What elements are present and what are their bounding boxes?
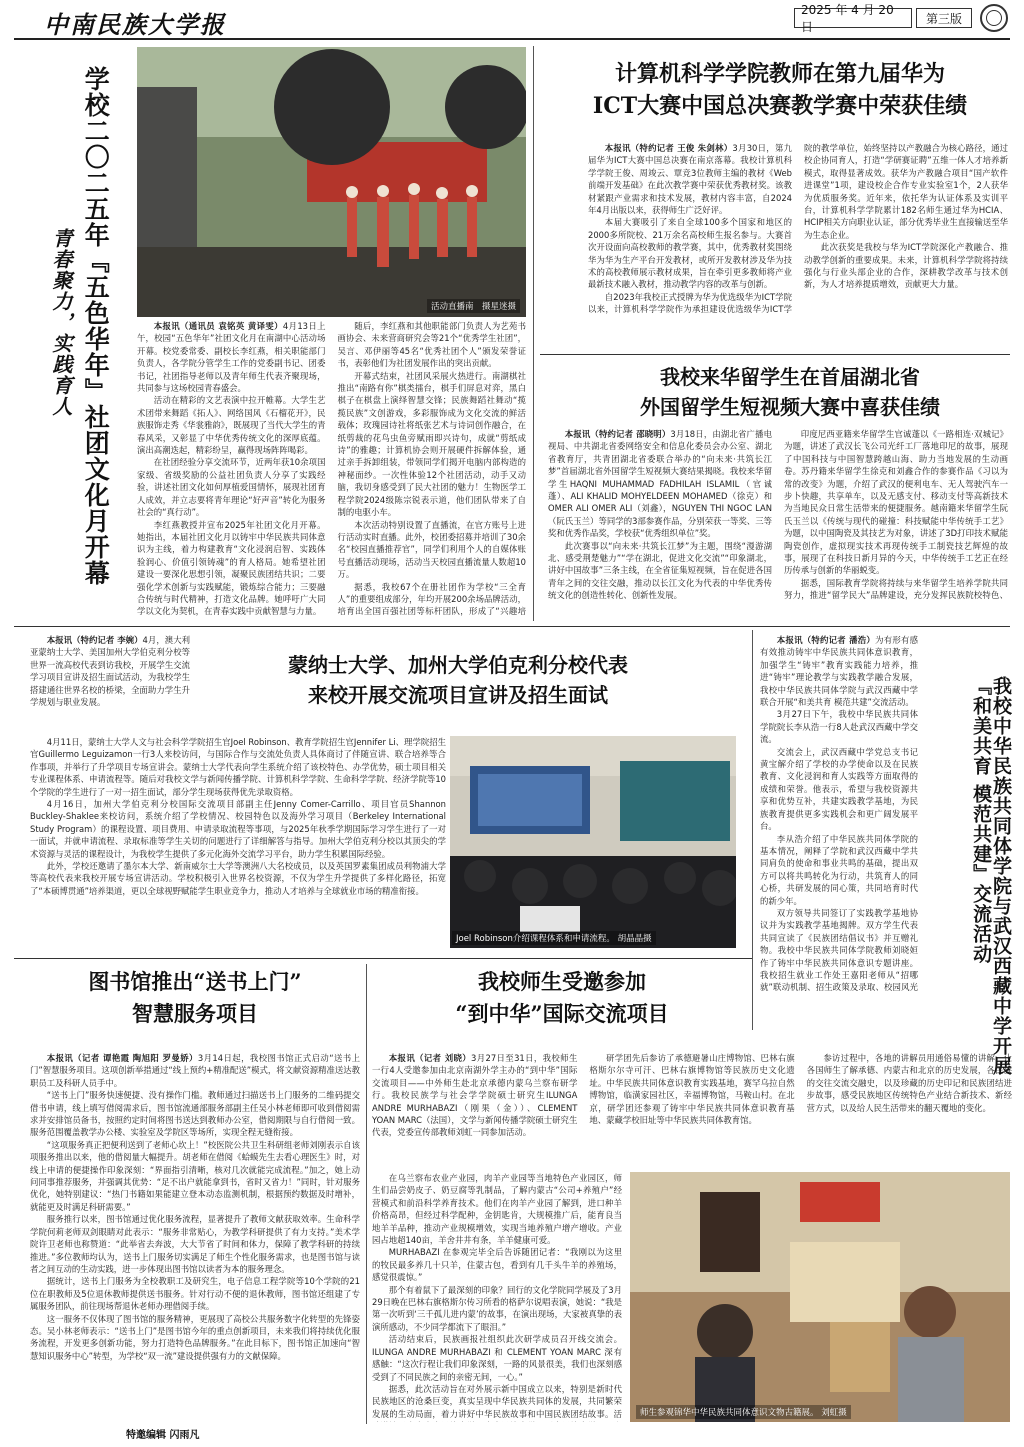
a3-title: 我校来华留学生在首届湖北省 外国留学生短视频大赛中喜获佳绩 <box>640 365 940 419</box>
a3-byline: 本报讯（特约记者 邵晓明） <box>564 429 671 439</box>
a1-photo-caption: 活动直播南 摄星迷摄 <box>427 299 520 313</box>
a7-title: 我校师生受邀参加 “到中华”国际交流项目 <box>455 969 669 1026</box>
column-divider <box>752 630 753 1030</box>
a4-photo-caption: Joel Robinson介绍课程体系和申请流程。 胡晶晶摄 <box>452 931 656 945</box>
a3-body: 本报讯（特约记者 邵晓明）3月18日，由湖北省广播电视局、中共湖北省委网络安全和信息化委员会办公室、湖北省教育厅，共青团湖北省委联合举办的“向未来·共筑长江梦”首届湖北省外国留学生短视频大赛结果揭晓。我校来华留学生HAQNI MUHAMMAD FADHILAH ISLAMIL（官诚蓬）、ALI KHALID MOHYELDEEN MOHAMED（徐克）和OMER ALI OMER ALI（刘鑫），NGUYEN THI NGOC LAN（阮氏玉兰）等同学的3部参赛作品，分别荣获一等奖、三等奖和优秀作品奖，学校获“优秀组织单位”奖。 此次赛事以“向未来·共筑长江梦”为主题，围绕“漫游湖北、感受荆楚魅力”“学在湖北，促进文化交流”“印象湖北，讲好中国故事”三条主线，在全省征集短视频，旨在促进各国青年之间的交往交融，推动以长江文化为代表的中华优秀传统文化的创造性转化、创新性发展。 印度尼西亚籍来华留学生官诚蓬以《一路相连·双城记》为题，讲述了武汉长飞公司光纤工厂落地印尼的故事，展现了中国科技与中国智慧跨越山海、助力当地发展的生动画卷。苏丹籍来华留学生徐克和刘鑫合作的参赛作品《习以为常的改变》为题，介绍了武汉的便利电车、无人驾驶汽车一步卜快趣，共享单车，以及无感支付、移动支付等高新技术为当地民众日常生活带来的便捷服务。越南籍来华留学生阮氏玉兰以《传统与现代的碰撞：科技赋能中华传统手工艺》为题，以中国陶瓷及其技艺为对象，讲述了3D打印技术赋能陶瓷创作，虚拟现实技术再现传统手工制瓷技艺辉煌的故事，展现了在科技日新月异的今天，中华传统手工艺正在经历传承与创新的华丽蜕变。 据悉，国际教育学院将持续与来华留学生培养学院共同努力，推进“留学民大”品牌建设，充分发挥民族院校特色、 <box>548 429 1008 601</box>
section-divider <box>14 958 752 959</box>
a2-byline: 本报讯（特约记者 王俊 朱剑林） <box>604 143 733 153</box>
issue-date: 2025 年 4 月 20 日 <box>794 8 912 28</box>
a7-photo <box>630 1172 1010 1422</box>
university-logo-icon <box>980 4 1008 32</box>
a4-title: 蒙纳士大学、加州大学伯克利分校代表 来校开展交流项目宣讲及招生面试 <box>288 653 628 707</box>
page-editor: 特邀编辑 闪雨凡 <box>126 1430 200 1441</box>
section-divider <box>14 626 1010 627</box>
column-divider <box>366 964 367 1424</box>
section-divider <box>540 354 1010 355</box>
a1-photo <box>137 47 526 317</box>
a2-title: 计算机科学学院教师在第九届华为 ICT大赛中国总决赛教学赛中荣获佳绩 <box>592 61 968 119</box>
page-number: 第三版 <box>916 8 972 28</box>
a6-body: 本报讯（记者 谭艳霞 陶旭阳 罗曼娇）3月14日起，我校图书馆正式启动“送书上门”智慧服务项目。这项创新举措通过“线上预约+精准配送”模式，将文献资源精准送达教职员工及科研人员手中。 “送书上门”服务快速便捷、没有操作门槛。教师通过扫描送书上门服务的二维码提交借书申请，线上填写借阅需求后，图书馆流通部服务部副主任吴小林老师即可收到借阅需求并安排馆员备书，按照约定时间将图书送达到教师办公室，借阅期限与自行借阅一致。服务范围覆盖教学办公楼、实验室及学院区等场所，实现全程无缝衔接。 “这项服务真正把便利送到了老师心坎上！”校医院公共卫生科研组老师刘刚表示自该项服务推出以来，他的借阅量大幅提升。胡老师在借阅《蛤蟆先生去看心理医生》时，对线上申请的便捷操作印象深刻：“界面指引清晰，核对几次就能完成流程。”加之，她上动问同事推荐服务，并强调其优势：“足不出户就能拿到书，省时又省力！”同时，针对服务优化，她特别建议：“热门书籍如果能建立登本动态监测机制，根据预约数据及时增补，就能更及时满足科研需要。” 服务推行以来，图书馆通过优化服务流程，显著提升了教师文献获取效率。生命科学学院何莉老师双剑眼睛对此表示：“服务非常贴心，为教学科研提供了有力支持。”美术学院许卫老师也称赞道：“此举省去奔波，大大节省了时间和体力，保障了教学科研的持续推进。”多位教师均认为，送书上门服务切实满足了师生个性化服务需求，也是图书馆与读者之间互动的生动实践，进一步体现出图书馆以读者为本的服务理念。 据统计，送书上门服务为全校教职工及研究生，电子信息工程学院等10个学院的21位在职教师及5位退休教师提供送书服务。针对行动不便的退休教师，图书馆还组建了专属服务团队，前往现场帮退休老师办理借阅手续。 这一服务不仅体现了图书馆的服务精神，更展现了高校公共服务数字化转型的先锋姿态。吴小林老师表示：“送书上门”是图书馆今年的重点创新项目，未来我们将持续优化服务流程，开发更多创新功能，努力打造特色品牌服务。”在此目标下，图书馆正加速向“智慧知识服务中心”转型，为学校“双一流”建设提供强有力的文献保障。 <box>30 1053 360 1361</box>
a4-byline: 本报讯（特约记者 李婉） <box>46 635 143 645</box>
a7-photo-caption: 师生参观锦华中华民族共同体意识文物古籍展。 刘虹摄 <box>636 1405 851 1419</box>
a4-body-left: 4月11日，蒙纳士大学人文与社会科学学院招生官Joel Robinson、教育学院招生官Jennifer Li、理学院招生官Guillermo Leguizamon一行3人来校访问，与国际合作与交流处负责人具体商讨了伴随宣讲、联合培养等合作事项，并举行了升学项目专场宣讲会。蒙纳士大学代表向学生系统介绍了该校特色、办学优势，硕士项目相关专业课程体系、申请流程等。随后对我校文学与新闻传播学院、计算机科学学院、生命科学学院、经济学院等10个学院的学生进行了一对一招生面试，部分学生现场获得优先录取资格。 4月16日，加州大学伯克利分校国际交流项目部副主任Jenny Comer-Carrillo、项目官员Shannon Buckley-Shaklee来校访问，系统介绍了学校情况、校园特色以及海外学习项目（Berkeley International Study Program）的课程设置、项目费用、申请录取流程等事项，与2025年秋季学期国际学习学生进行了一对一面试，并就申请流程、录取标准等学生关切的问题进行了详细解答与指导。加州大学伯克利分校以其顶尖的学术资源与灵活的课程设计，为我校学生提供了多元化海外交流学习平台，助力学生积累国际经验。 此外，学校还邀请了墨尔本大学、新南威尔士大学等澳洲八大名校成员，以及英国罗素集团成员利物浦大学等高校代表来我校开展专场宣讲活动。学校积极引入世界名校资源，不仅为学生升学提供了多样化路径，拓宽了“本硕博贯通”培养渠道，更以全球视野赋能学生职业竞争力，推动人才培养与全球就业市场的精准衔接。 <box>30 737 446 896</box>
a4-lead: 本报讯（特约记者 李婉）4月，澳大利亚蒙纳士大学、美国加州大学伯克利分校等世界一流高校代表到访我校，开展学生交流学习项目宣讲及招生面试活动，为我校学生搭建通往世界名校的桥梁，全面助力学生升学规划与职业发展。 <box>30 635 190 708</box>
a5-title: 我校中华民族共同体学院与武汉西藏中学开展『和美共育 模范共建』交流活动 <box>970 676 1012 1076</box>
a6-title: 图书馆推出“送书上门” 智慧服务项目 <box>88 969 302 1026</box>
a7-byline: 本报讯（记者 刘晓） <box>388 1053 471 1063</box>
a2-body: 本报讯（特约记者 王俊 朱剑林）3月30日，第九届华为ICT大赛中国总决赛在南京落幕。我校计算机科学学院王俊、周竣云、覃竞3位教师主编的教材《Web前端开发基础》在此次教学赛中荣获优秀教材奖。该教材紧跟产业需求和技术发展，教材内容丰富，自2024年4月出版以来，获得师生广泛好评。 本届大赛吸引了来自全球100多个国家和地区的2000多所院校、21万余名高校师生报名参与。大赛首次开设面向高校教师的教学赛，其中，优秀教材奖围绕华为华为生产平台开发教材，或所开发教材涉及华为技术的高校教师展示教材成果，旨在牵引更多教师将产业最新技术融入教材，推动教学内容的改革与创新。 自2023年我校正式授牌为华为优选级华为ICT学院以来，计算机科学学院作为承担建设优选级华为ICT学院的教学单位，始终坚持以产教融合为核心路径，通过校企协同育人，打造“学研赛证聘”五维一体人才培养新模式，取得显著成效。获华为产教融合项目“国产软件进课堂”1项，建设校企合作专业实验室1个，2人获华为优质服务奖。近年来，依托华为认证体系及实训平台，计算机科学学院累计182名师生通过华为HCIA、HCIP相关方向职业认证，部分优秀毕业生直接输送至华为生态企业。 此次获奖是我校与华为ICT学院深化产教融合、推动教学创新的重要成果。未来，计算机科学学院将持续强化与行业头部企业的合作，深耕教学改革与技术创新，为人才培养提质增效，贡献更大力量。 <box>588 143 1008 315</box>
a4-photo <box>450 736 736 948</box>
a6-byline: 本报讯（记者 谭艳霞 陶旭阳 罗曼娇） <box>46 1053 198 1063</box>
column-divider <box>533 46 534 621</box>
newspaper-title: 中南民族大学报 <box>44 10 226 39</box>
masthead <box>14 0 1010 40</box>
a7-body-left: 在乌兰察布农业产业园，肉羊产业园等当地特色产业园区，师生们品尝奶皮子、奶豆腐等乳制品，了解内蒙古“公司+养殖户”经营模式和前沿科学养育技术。他们在肉羊产业园了解到，进口种羊价格高昂，但经过科学配种，金钥匙肯，大规模推广后，能育良当地羊羊品种，推动产业规模增效，实现当地养殖户增产增收。产业园占地超140亩，羊舍井井有条，羊羊健康可爱。 MURHABAZI 在参观完毕全后告诉随团记者：“我刚以为这里的牧民最多养几十只羊，住蒙古包，看到有几千头牛羊的养殖场，感觉很震惊。” 那个有着鼠下了最深刻的印象？回行的文化学院同学展及了3月29日晚在巴林右旗格斯尔传习所看的格萨尔说唱表演，她说：“我是第一次听到‘三千孤儿进内蒙’的故事，在演出现场，大家被真挚的表演所感动，不少同学都流下了眼泪。” 活动结束后，民族画报社组织此次研学成员召开线交流会。ILUNGA ANDRE MURHABAZI 和 CLEMENT YOAN MARC 深有感触：“这次行程让我们印象深刻，一路的风景很美，我们也深刻感受到了不同民族之间的亲密无间，一心。” 据悉，此次活动旨在对外展示新中国成立以来，特别是新时代民族地区的沧桑巨变，真实呈现中华民族共同体的发展，共同繁荣发展的生动局面，着力讲好中华民族故事和中国民族团结故事。活 <box>372 1173 622 1419</box>
a5-byline: 本报讯（特约记者 潘浩） <box>776 635 876 645</box>
a7-body: 本报讯（记者 刘晓）3月27日至31日，我校师生一行4人受邀参加由北京南湖外学主办的“到中华”国际交流项目——中外师生赴北京承德内蒙乌兰察布研学行。我校民族学与社会学学院硕士研究生ILUNGA ANDRE MURHABAZI（刚果（金））、CLEMENT YOAN MARC（法国），文学与新闻传播学院硕士研究生代表，党委宣传部教师刘虹一同参加活动。 研学团先后参访了承德避暑山庄博物馆、巴林右旗格斯尔尔寺可汗、巴林右旗博物馆等民族历史文化遗址。中华民族共同体意识教育实践基地，赛罕乌拉自然博物馆，临潢家园社区，幸福博物馆，马鞍山村。在北京，研学团还参观了铸牢中华民族共同体意识教育基地、蒙藏学校旧址等中华民族共同体教育馆。 参访过程中，各地的讲解员用通俗易懂的讲解，让各国师生了解承德、内蒙古和北京的历史发展，各民族的交往交流交融史，以及珍藏的历史印记和民族团结进步故事，感受民族地区传统特色产业结合新技术、新经营方式，以及给人民生活带来的翻天覆地的变化。 <box>372 1053 1012 1138</box>
a1-byline: 本报讯（通讯员 袁铭英 黄译雯） <box>153 321 283 331</box>
a1-subtitle: 青春聚力，实践育人 <box>49 228 73 417</box>
a5-body: 本报讯（特约记者 潘浩）为有形有感有效推动铸牢中华民族共同体意识教育，加强学生“铸牢”教育实践能力培养，推进“铸牢”理论教学与实践教学融合发展，我校中华民族共同体学院与武汉西藏中学联合开展“和美共育 模范共建”交流活动。 3月27日下午，我校中华民族共同体学院院长李从浩一行8人赴武汉西藏中学交流。 交流会上，武汉西藏中学党总支书记黄宝解介绍了学校的办学使命以及在民族教育、文化浸润和育人实践等方面取得的成绩和荣誉。他表示，希望与我校资源共享和优势互补，共建实践教学基地，为民族教育提供更多实践机会和更广阔发展平台。 李从浩介绍了中华民族共同体学院的基本情况，阐释了学院和武汉西藏中学共同肩负的使命和事业共鸣的基础，提出双方可以将共鸣转化为行动，共筑育人的同心桥，共研发展的同心策，共同培育时代的新少年。 双方领导共同签订了实践教学基地协议并为实践教学基地揭牌。双方学生代表共同宣读了《民族团结倡议书》并互赠礼物。我校中华民族共同体学院教师刘晓姮作了铸牢中华民族共同体意识专题讲座。我校招生就业工作处王嘉阳老师从“招哪就”联动机制、招生政策及录取、校园风光 <box>760 635 918 993</box>
a1-body: 本报讯（通讯员 袁铭英 黄译雯）4月13日上午，校园“五色华年”社团文化月在南湖中心活动场开幕。校党委常委、副校长李红燕，相关职能部门负责人，各学院分管学生工作的党委副书记、团委书记，社团指导老师以及青年师生代表齐聚现场，共同参与这场校园青春盛会。 活动在精彩的文艺表演中拉开帷幕。大学生艺术团带来舞蹈《拓人》、网络国风《石榴花开》，民族服饰走秀《华裳雅韵》，既展现了当代大学生的青春风采，又彰显了中华优秀传统文化的深厚底蕴。演出高潮迭起，精彩纷呈，赢得现场阵阵喝彩。 在社团经验分享交流环节，近两年获10余项国家级、省级奖励的公益社团负责人分享了实践经验，讲述社团文化如何厚植爱国情怀，展现社团育人成效，并立志要将青年理论“好声音”转化为服务社会的“真行动”。 李红燕教授并宣布2025年社团文化月开幕。她指出，本届社团文化月以铸牢中华民族共同体意识为主线，着力构建教育“文化浸润启智、实践体验润心、价值引领铸魂”的育人格局。她希望社团建设一要深化思想引领，凝聚民族团结共识；二要强化学术创新与实践赋能，锻炼综合能力；三要融合传统与时代精神，打造文化品牌。她呼吁广大同学以文化为契机，在青春实践中贡献智慧与力量。 随后，李红燕和其他职能部门负责人为艺苑书画协会、未来营商研究会等21个“优秀学生社团”，吴言、邓伊丽等45名“优秀社团个人”颁发荣誉证书，表彰他们为社团发展作出的突出贡献。 开幕式结束，社团风采展火热进行。南湖棋社推出“南路有你”棋类擂台，棋手们屏息对弈，黑白棋子在棋盘上演绎智慧交锋；民族舞蹈社舞动“揽揽民族”文创游戏，多彩服饰成为文化交流的鲜活载体；玫瑰园诗社将纸张艺术与诗词创作融合，在纸剪裁的花鸟虫鱼旁赋雨即兴诗句，成就“剪纸成诗”的雅趣；计算机协会则开展硬件拆解体验，通过亲手拆卸组装，带领同学们揭开电脑内部构造的神秘面纱。一次性体验12个社团活动，动手又动脑，我切身感受到了民大社团的魅力！生物医学工程学院2024级陈宗锐表示道，他们团队带来了自制的电驱小车。 本次活动特别设置了直播流，在官方账号上进行活动实时直播。此外，校团委招募并培训了30余名“校园直播推荐官”，同学们利用个人的自媒体账号直播活动现场，活动当天校园直播流量人数超10万。 据悉，我校67个在册社团作为学校“三全育人”的重要组成部分，年均开展200余场品牌活动，培育出全国百强社团等标杆团队，形成了“兴趣培 <box>137 321 526 617</box>
a1-title: 学校二〇二五年『五色华年』社团文化月开幕 <box>81 66 111 586</box>
